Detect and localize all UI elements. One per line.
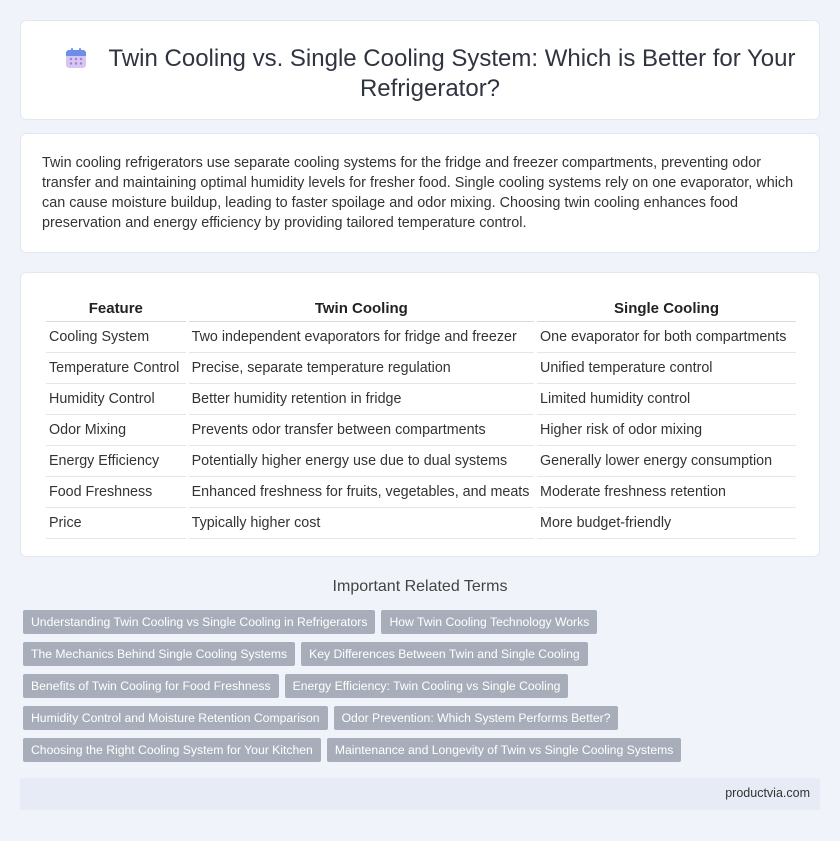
table-cell-feature: Temperature Control	[46, 353, 186, 384]
tag-row	[23, 642, 813, 674]
tag-row	[23, 738, 813, 770]
column-header-single-cooling: Single Cooling	[537, 295, 796, 322]
table-cell-feature: Price	[46, 508, 186, 539]
related-term-tag[interactable]: How Twin Cooling Technology Works	[381, 610, 597, 634]
related-term-tag[interactable]: Energy Efficiency: Twin Cooling vs Single Cooling	[285, 674, 569, 698]
calendar-icon	[65, 47, 87, 69]
footer-site-link[interactable]: productvia.com	[725, 786, 810, 800]
related-term-tag[interactable]: Key Differences Between Twin and Single Cooling	[301, 642, 588, 666]
table-row	[46, 446, 796, 477]
column-header-twin-cooling: Twin Cooling	[189, 295, 534, 322]
table-cell-twin: Better humidity retention in fridge	[189, 384, 534, 415]
table-cell-single: Moderate freshness retention	[537, 477, 796, 508]
table-cell-single: Limited humidity control	[537, 384, 796, 415]
table-header-row	[46, 295, 796, 322]
related-term-tag[interactable]: Odor Prevention: Which System Performs Better?	[334, 706, 619, 730]
related-terms-heading: Important Related Terms	[332, 578, 508, 595]
related-term-tag[interactable]: The Mechanics Behind Single Cooling Systems	[23, 642, 295, 666]
table-row	[46, 322, 796, 353]
related-term-tag[interactable]: Maintenance and Longevity of Twin vs Single Cooling Systems	[327, 738, 682, 762]
tag-row	[23, 706, 813, 738]
table-cell-single: Generally lower energy consumption	[537, 446, 796, 477]
table-cell-twin: Typically higher cost	[189, 508, 534, 539]
comparison-table	[43, 295, 799, 539]
table-cell-single: One evaporator for both compartments	[537, 322, 796, 353]
table-cell-twin: Enhanced freshness for fruits, vegetables, and meats	[189, 477, 534, 508]
table-cell-single: Higher risk of odor mixing	[537, 415, 796, 446]
related-term-tag[interactable]: Benefits of Twin Cooling for Food Freshness	[23, 674, 279, 698]
table-cell-feature: Food Freshness	[46, 477, 186, 508]
tag-row	[23, 610, 813, 642]
table-cell-feature: Cooling System	[46, 322, 186, 353]
table-cell-twin: Two independent evaporators for fridge and freezer	[189, 322, 534, 353]
related-term-tag[interactable]: Humidity Control and Moisture Retention Comparison	[23, 706, 328, 730]
table-row	[46, 477, 796, 508]
table-cell-feature: Energy Efficiency	[46, 446, 186, 477]
title-card	[20, 20, 820, 120]
table-cell-feature: Odor Mixing	[46, 415, 186, 446]
related-term-tag[interactable]: Choosing the Right Cooling System for Your Kitchen	[23, 738, 321, 762]
table-row	[46, 353, 796, 384]
table-cell-single: Unified temperature control	[537, 353, 796, 384]
column-header-feature: Feature	[46, 295, 186, 322]
intro-paragraph: Twin cooling refrigerators use separate cooling systems for the fridge and freezer compartments, preventing odor transfer and maintaining optimal humidity levels for fresher food. Single cooling systems rely on one evaporator, which can cause moisture buildup, leading to faster spoilage and odor mixing. Choosing twin cooling enhances food preservation and energy efficiency by providing tailored temperature control.	[42, 155, 794, 231]
table-row	[46, 384, 796, 415]
table-row	[46, 415, 796, 446]
comparison-table-card	[20, 272, 820, 557]
table-cell-twin: Prevents odor transfer between compartments	[189, 415, 534, 446]
related-terms-list	[23, 610, 813, 770]
related-term-tag[interactable]: Understanding Twin Cooling vs Single Cooling in Refrigerators	[23, 610, 375, 634]
footer	[20, 778, 820, 810]
table-cell-single: More budget-friendly	[537, 508, 796, 539]
table-cell-feature: Humidity Control	[46, 384, 186, 415]
page-title-wrap	[61, 44, 799, 104]
table-row	[46, 508, 796, 539]
table-cell-twin: Precise, separate temperature regulation	[189, 353, 534, 384]
table-cell-twin: Potentially higher energy use due to dual systems	[189, 446, 534, 477]
intro-card	[20, 133, 820, 253]
page-title: Twin Cooling vs. Single Cooling System: Which is Better for Your Refrigerator?	[108, 45, 796, 102]
tag-row	[23, 674, 813, 706]
